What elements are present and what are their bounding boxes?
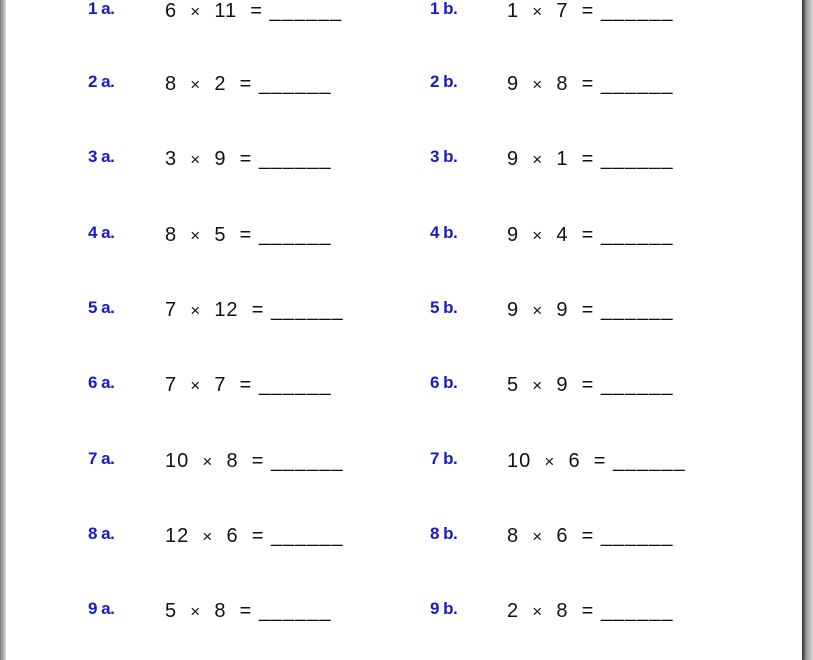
problem-number-7b: 7 b. <box>430 449 458 468</box>
problem-number-5a: 5 a. <box>88 298 115 317</box>
factor-right: 6 <box>556 525 569 547</box>
problem-number-6b: 6 b. <box>430 373 458 392</box>
problem-5a <box>165 299 344 322</box>
factor-left: 9 <box>507 299 520 321</box>
factor-right: 9 <box>556 374 569 396</box>
times-sign: × <box>532 527 544 546</box>
factor-right: 6 <box>568 450 581 472</box>
answer-blank[interactable]: ______ <box>270 299 344 321</box>
factor-left: 9 <box>507 224 520 246</box>
times-sign: × <box>532 150 544 169</box>
factor-right: 6 <box>226 525 239 547</box>
times-sign: × <box>532 226 544 245</box>
problem-number-9b: 9 b. <box>430 599 458 618</box>
factor-right: 7 <box>214 374 227 396</box>
factor-right: 2 <box>214 73 227 95</box>
problem-number-8b: 8 b. <box>430 524 458 543</box>
factor-left: 10 <box>507 450 532 472</box>
answer-blank[interactable]: ______ <box>258 148 332 170</box>
problem-row <box>6 72 802 96</box>
answer-blank[interactable]: ______ <box>269 0 343 22</box>
problem-8a <box>165 525 344 548</box>
factor-left: 7 <box>165 299 178 321</box>
times-sign: × <box>190 376 202 395</box>
answer-blank[interactable]: ______ <box>600 0 674 22</box>
equals-sign: = <box>581 299 595 321</box>
equals-sign: = <box>250 0 263 22</box>
factor-left: 1 <box>507 0 520 22</box>
problem-number-6a: 6 a. <box>88 373 115 392</box>
problem-8b <box>507 525 674 548</box>
equals-sign: = <box>251 299 265 321</box>
factor-right: 4 <box>556 224 569 246</box>
factor-left: 8 <box>165 73 178 95</box>
answer-blank[interactable]: ______ <box>600 299 674 321</box>
times-sign: × <box>202 452 214 471</box>
problem-3a <box>165 148 332 171</box>
answer-blank[interactable]: ______ <box>270 525 344 547</box>
factor-right: 9 <box>556 299 569 321</box>
answer-blank[interactable]: ______ <box>600 73 674 95</box>
answer-blank[interactable]: ______ <box>258 374 332 396</box>
factor-right: 8 <box>556 600 569 622</box>
equals-sign: = <box>239 224 253 246</box>
factor-left: 9 <box>507 73 520 95</box>
factor-left: 10 <box>165 450 190 472</box>
problem-1b <box>507 0 674 23</box>
equals-sign: = <box>239 374 253 396</box>
problem-7a <box>165 450 344 473</box>
answer-blank[interactable]: ______ <box>612 450 686 472</box>
problem-row <box>6 524 802 548</box>
equals-sign: = <box>251 525 265 547</box>
answer-blank[interactable]: ______ <box>258 224 332 246</box>
times-sign: × <box>190 75 202 94</box>
problem-number-3b: 3 b. <box>430 147 458 166</box>
problem-1a <box>165 0 342 23</box>
equals-sign: = <box>239 600 253 622</box>
times-sign: × <box>190 226 202 245</box>
problem-number-4b: 4 b. <box>430 223 458 242</box>
factor-right: 12 <box>214 299 239 321</box>
times-sign: × <box>190 602 202 621</box>
factor-left: 3 <box>165 148 178 170</box>
answer-blank[interactable]: ______ <box>600 148 674 170</box>
factor-left: 9 <box>507 148 520 170</box>
times-sign: × <box>190 301 202 320</box>
viewer-scrollbar-edge[interactable] <box>802 0 813 660</box>
times-sign: × <box>190 2 202 21</box>
problem-row <box>6 298 802 322</box>
times-sign: × <box>532 602 544 621</box>
answer-blank[interactable]: ______ <box>600 224 674 246</box>
problem-9b <box>507 600 674 623</box>
factor-left: 2 <box>507 600 520 622</box>
problem-3b <box>507 148 674 171</box>
equals-sign: = <box>581 73 595 95</box>
problem-6a <box>165 374 332 397</box>
equals-sign: = <box>251 450 265 472</box>
problem-number-5b: 5 b. <box>430 298 458 317</box>
factor-right: 8 <box>214 600 227 622</box>
factor-left: 5 <box>507 374 520 396</box>
factor-left: 6 <box>165 0 178 22</box>
factor-left: 5 <box>165 600 178 622</box>
problem-row <box>6 373 802 397</box>
times-sign: × <box>532 301 544 320</box>
problem-row <box>6 449 802 473</box>
problem-number-2a: 2 a. <box>88 72 115 91</box>
equals-sign: = <box>581 374 595 396</box>
problem-6b <box>507 374 674 397</box>
problem-number-3a: 3 a. <box>88 147 115 166</box>
factor-left: 7 <box>165 374 178 396</box>
factor-right: 11 <box>214 0 238 22</box>
factor-left: 12 <box>165 525 190 547</box>
problem-9a <box>165 600 332 623</box>
factor-left: 8 <box>507 525 520 547</box>
times-sign: × <box>532 2 544 21</box>
times-sign: × <box>190 150 202 169</box>
problem-4a <box>165 224 332 247</box>
problem-2a <box>165 73 332 96</box>
problem-row <box>6 0 802 23</box>
problem-row <box>6 147 802 171</box>
factor-right: 8 <box>556 73 569 95</box>
factor-right: 9 <box>214 148 227 170</box>
problem-number-2b: 2 b. <box>430 72 458 91</box>
problem-number-1a: 1 a. <box>88 0 115 18</box>
factor-left: 8 <box>165 224 178 246</box>
factor-right: 7 <box>556 0 569 22</box>
times-sign: × <box>532 376 544 395</box>
equals-sign: = <box>239 73 253 95</box>
problem-row <box>6 599 802 623</box>
equals-sign: = <box>581 525 595 547</box>
problem-number-8a: 8 a. <box>88 524 115 543</box>
answer-blank[interactable]: ______ <box>270 450 344 472</box>
problem-7b <box>507 450 686 473</box>
equals-sign: = <box>581 148 595 170</box>
answer-blank[interactable]: ______ <box>600 525 674 547</box>
factor-right: 8 <box>226 450 239 472</box>
answer-blank[interactable]: ______ <box>258 73 332 95</box>
answer-blank[interactable]: ______ <box>600 374 674 396</box>
problem-number-4a: 4 a. <box>88 223 115 242</box>
times-sign: × <box>202 527 214 546</box>
factor-right: 1 <box>556 148 569 170</box>
equals-sign: = <box>581 600 595 622</box>
equals-sign: = <box>239 148 253 170</box>
problem-number-9a: 9 a. <box>88 599 115 618</box>
problem-row <box>6 223 802 247</box>
problem-5b <box>507 299 674 322</box>
answer-blank[interactable]: ______ <box>258 600 332 622</box>
factor-right: 5 <box>214 224 227 246</box>
answer-blank[interactable]: ______ <box>600 600 674 622</box>
equals-sign: = <box>581 0 595 22</box>
equals-sign: = <box>593 450 607 472</box>
equals-sign: = <box>581 224 595 246</box>
problem-2b <box>507 73 674 96</box>
worksheet-page <box>6 0 802 660</box>
times-sign: × <box>532 75 544 94</box>
problem-4b <box>507 224 674 247</box>
problem-number-1b: 1 b. <box>430 0 458 18</box>
problem-number-7a: 7 a. <box>88 449 115 468</box>
times-sign: × <box>544 452 556 471</box>
